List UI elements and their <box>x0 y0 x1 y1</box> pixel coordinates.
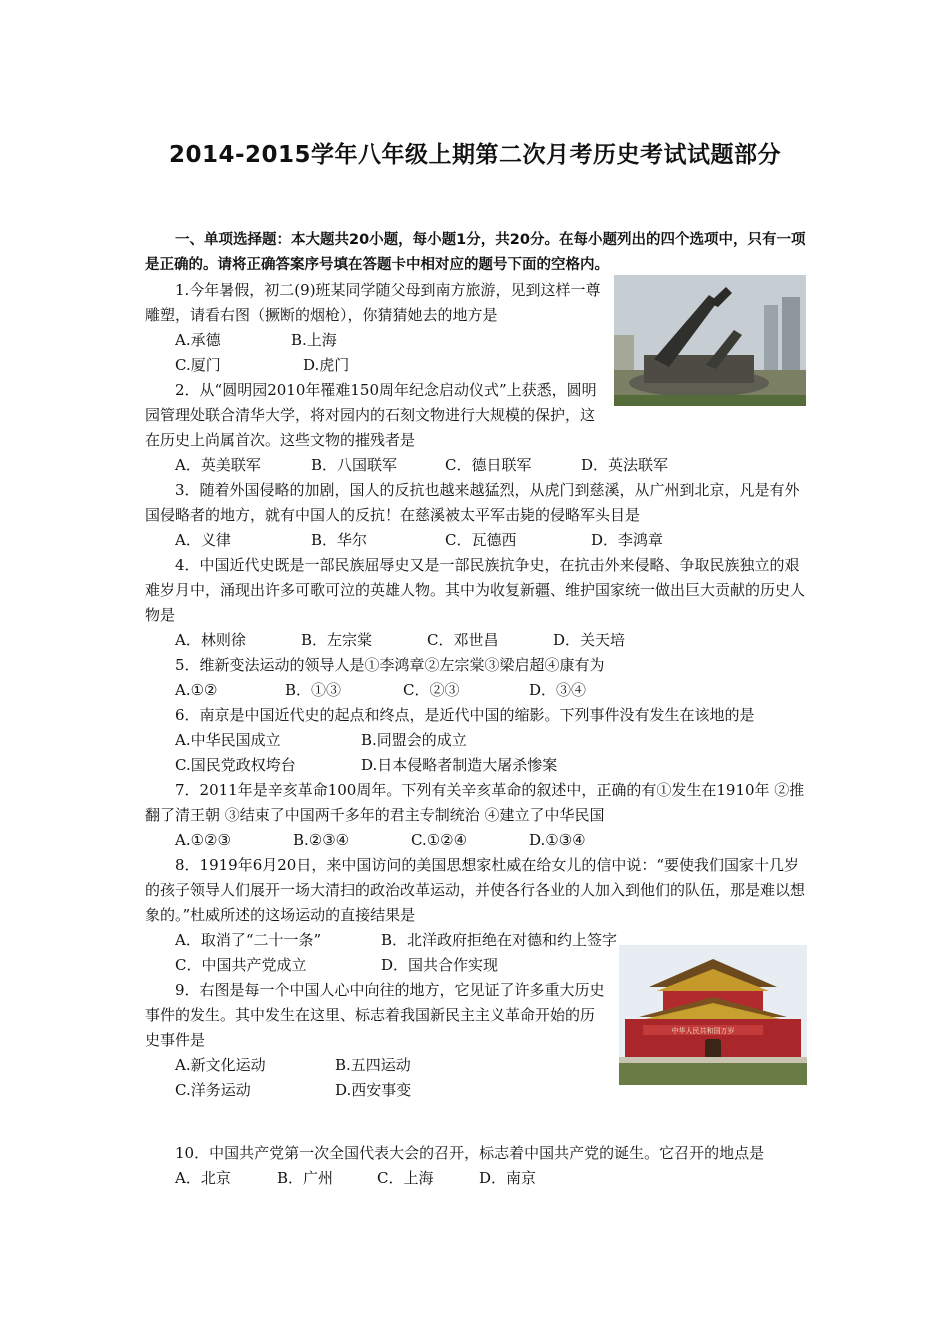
q3-option-b[interactable]: B．华尔 <box>311 531 368 549</box>
spacer <box>145 1103 810 1141</box>
question-4-stem: 4．中国近代史既是一部民族屈辱史又是一部民族抗争史，在抗击外来侵略、争取民族独立的艰难岁月中，涌现出许多可歌可泣的英雄人物。其中为收复新疆、维护国家统一做出巨大贡献的历史人物是 <box>145 556 806 624</box>
question-9-stem: 9．右图是每一个中国人心中向往的地方，它见证了许多重大历史事件的发生。其中发生在这里、标志着我国新民主主义革命开始的历史事件是 <box>145 981 605 1049</box>
q6-option-d[interactable]: D.日本侵略者制造大屠杀惨案 <box>361 756 558 774</box>
question-5-stem: 5．维新变法运动的领导人是①李鸿章②左宗棠③梁启超④康有为 <box>175 656 605 674</box>
q10-option-a[interactable]: A．北京 <box>175 1169 231 1187</box>
q7-option-b[interactable]: B.②③④ <box>293 831 350 849</box>
q6-option-b[interactable]: B.同盟会的成立 <box>361 731 467 749</box>
q3-option-d[interactable]: D．李鸿章 <box>591 531 664 549</box>
q1-option-c[interactable]: C.厦门 <box>175 356 221 374</box>
q6-option-a[interactable]: A.中华民国成立 <box>175 731 281 749</box>
question-3 <box>145 478 810 553</box>
tiananmen-illustration <box>619 945 807 1085</box>
question-4 <box>145 553 810 653</box>
q2-option-c[interactable]: C．德日联军 <box>445 456 532 474</box>
q10-option-b[interactable]: B．广州 <box>277 1169 334 1187</box>
broken-opium-pipe-sculpture-image <box>614 275 806 406</box>
question-8-stem: 8．1919年6月20日，来中国访问的美国思想家杜威在给女儿的信中说：“要使我们国家十几岁的孩子领导人们展开一场大清扫的政治改革运动，并使各行各业的人加入到他们的队伍，那是难以想象的。”杜威所述的这场运动的直接结果是 <box>145 856 806 924</box>
q8-option-a[interactable]: A．取消了“二十一条” <box>175 931 322 949</box>
q5-option-b[interactable]: B．①③ <box>285 681 342 699</box>
q5-option-a[interactable]: A.①② <box>175 681 218 699</box>
q10-option-d[interactable]: D．南京 <box>479 1169 537 1187</box>
tiananmen-banner-text: 中华人民共和国万岁 <box>671 1027 735 1035</box>
q1-option-d[interactable]: D.虎门 <box>303 356 350 374</box>
q1-option-a[interactable]: A.承德 <box>175 331 221 349</box>
q2-option-a[interactable]: A．英美联军 <box>175 456 261 474</box>
q3-option-a[interactable]: A．义律 <box>175 531 231 549</box>
q6-option-c[interactable]: C.国民党政权垮台 <box>175 756 296 774</box>
q5-option-c[interactable]: C．②③ <box>403 681 460 699</box>
q8-option-c[interactable]: C．中国共产党成立 <box>175 956 307 974</box>
tiananmen-gate-image <box>619 945 807 1085</box>
q9-option-c[interactable]: C.洋务运动 <box>175 1081 251 1099</box>
question-2-stem: 2．从“圆明园2010年罹难150周年纪念启动仪式”上获悉，圆明园管理处联合清华大学，将对园内的石刻文物进行大规模的保护，这在历史上尚属首次。这些文物的摧残者是 <box>145 381 597 449</box>
sculpture-illustration <box>614 275 806 406</box>
page-title: 2014-2015学年八年级上期第二次月考历史考试试题部分 <box>168 142 782 168</box>
q3-option-c[interactable]: C．瓦德西 <box>445 531 517 549</box>
q9-option-a[interactable]: A.新文化运动 <box>175 1056 266 1074</box>
q1-option-b[interactable]: B.上海 <box>291 331 337 349</box>
question-10-stem: 10．中国共产党第一次全国代表大会的召开，标志着中国共产党的诞生。它召开的地点是 <box>175 1144 765 1162</box>
q7-option-c[interactable]: C.①②④ <box>411 831 468 849</box>
q5-option-d[interactable]: D．③④ <box>529 681 587 699</box>
question-6 <box>145 703 810 778</box>
q8-option-d[interactable]: D．国共合作实现 <box>381 956 499 974</box>
q10-option-c[interactable]: C．上海 <box>377 1169 434 1187</box>
q4-option-d[interactable]: D．关天培 <box>553 631 626 649</box>
q4-option-b[interactable]: B．左宗棠 <box>301 631 373 649</box>
q2-option-d[interactable]: D．英法联军 <box>581 456 669 474</box>
q8-option-b[interactable]: B．北洋政府拒绝在对德和约上签字 <box>381 931 618 949</box>
question-6-stem: 6．南京是中国近代史的起点和终点，是近代中国的缩影。下列事件没有发生在该地的是 <box>175 706 755 724</box>
question-7-stem: 7．2011年是辛亥革命100周年。下列有关辛亥革命的叙述中，正确的有①发生在1910年 ②推翻了清王朝 ③结束了中国两千多年的君主专制统治 ④建立了中华民国 <box>145 781 805 824</box>
q4-option-c[interactable]: C．邓世昌 <box>427 631 499 649</box>
q2-option-b[interactable]: B．八国联军 <box>311 456 398 474</box>
question-7 <box>145 778 810 853</box>
question-5 <box>145 653 810 703</box>
question-3-stem: 3．随着外国侵略的加剧，国人的反抗也越来越猛烈，从虎门到慈溪，从广州到北京，凡是有外国侵略者的地方，就有中国人的反抗！在慈溪被太平军击毙的侵略军头目是 <box>145 481 800 524</box>
q7-option-d[interactable]: D.①③④ <box>529 831 586 849</box>
question-10 <box>145 1141 810 1191</box>
q4-option-a[interactable]: A．林则徐 <box>175 631 246 649</box>
q9-option-d[interactable]: D.西安事变 <box>335 1081 412 1099</box>
q9-option-b[interactable]: B.五四运动 <box>335 1056 411 1074</box>
section-instructions: 一、单项选择题：本大题共20小题，每小题1分，共20分。在每小题列出的四个选项中，只有一项是正确的。请将正确答案序号填在答题卡中相对应的题号下面的空格内。 <box>145 232 806 273</box>
q7-option-a[interactable]: A.①②③ <box>175 831 231 849</box>
question-1-stem: 1.今年暑假，初二(9)班某同学随父母到南方旅游，见到这样一尊雕塑，请看右图（撅断的烟枪），你猜猜她去的地方是 <box>145 281 601 324</box>
